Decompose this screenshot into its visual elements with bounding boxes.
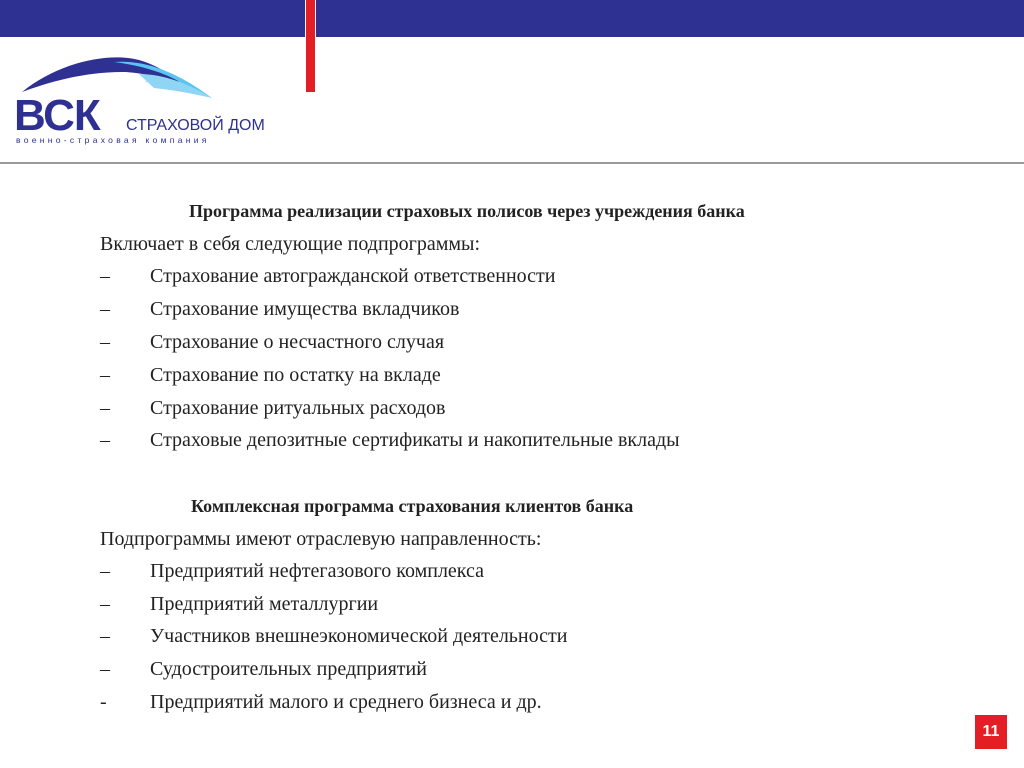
section1-heading: Программа реализации страховых полисов через учреждения банка — [189, 201, 745, 221]
list-marker: – — [100, 625, 110, 647]
logo-brand: ВСК — [14, 91, 100, 140]
list-item-text: Страхование по остатку на вкладе — [150, 364, 441, 386]
list-item — [100, 428, 680, 452]
logo-tagline: военно-страховая компания — [16, 135, 210, 145]
list-item — [100, 624, 567, 648]
page-number-badge: 11 — [973, 713, 1009, 751]
section2-heading: Комплексная программа страхования клиентов банка — [191, 496, 634, 516]
list-item-text: Предприятий металлургии — [150, 593, 379, 615]
section1-intro: Включает в себя следующие подпрограммы: — [100, 233, 481, 255]
list-item — [100, 657, 427, 681]
list-item — [100, 690, 542, 714]
list-marker: – — [100, 429, 110, 451]
list-item — [100, 363, 441, 387]
list-marker: – — [100, 560, 110, 582]
list-item — [100, 330, 444, 354]
section2-intro: Подпрограммы имеют отраслевую направленность: — [100, 528, 542, 550]
list-marker: – — [100, 397, 110, 419]
list-marker: – — [100, 658, 110, 680]
list-item — [100, 396, 446, 420]
logo-name: СТРАХОВОЙ ДОМ — [126, 117, 265, 134]
list-item-text: Участников внешнеэкономической деятельности — [150, 625, 568, 647]
list-item — [100, 559, 484, 583]
list-item-text: Страхование о несчастного случая — [150, 331, 445, 353]
list-item-text: Страховые депозитные сертификаты и накопительные вклады — [150, 429, 680, 451]
list-marker: – — [100, 364, 110, 386]
list-item-text: Предприятий нефтегазового комплекса — [150, 560, 485, 582]
list-item-text: Страхование ритуальных расходов — [150, 397, 446, 419]
list-marker: – — [100, 298, 110, 320]
list-item — [100, 592, 378, 616]
list-marker: – — [100, 593, 110, 615]
list-marker: - — [100, 691, 107, 713]
list-item-text: Предприятий малого и среднего бизнеса и др. — [150, 691, 542, 713]
list-item-text: Судостроительных предприятий — [150, 658, 427, 680]
list-item-text: Страхование имущества вкладчиков — [150, 298, 460, 320]
list-item — [100, 297, 459, 321]
list-marker: – — [100, 265, 110, 287]
list-marker: – — [100, 331, 110, 353]
list-item-text: Страхование автогражданской ответственности — [150, 265, 556, 287]
list-item — [100, 264, 555, 288]
